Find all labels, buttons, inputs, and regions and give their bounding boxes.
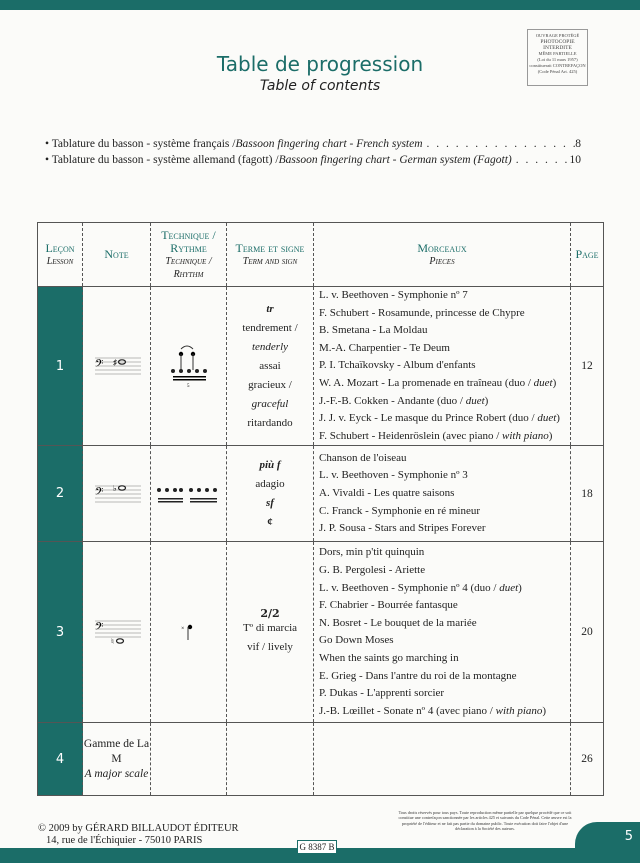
top-bar (0, 0, 640, 10)
page-number: 5 (575, 822, 640, 852)
svg-text:𝄢: 𝄢 (94, 620, 103, 636)
term: più f (259, 458, 281, 471)
staff-note-icon (91, 483, 143, 505)
piece-item: J.-F.-B. Cokken - Andante (duo / duet) (319, 394, 489, 407)
toc-item[interactable]: • Tablature du basson - système allemand (fagott) / Bassoon fingering chart - German system (Fagott) . . . 10 (45, 152, 581, 168)
page-ref[interactable]: 26 (571, 723, 604, 796)
page-title: Table de progression (216, 52, 424, 76)
rhythm-icon (156, 484, 222, 504)
table-header: Leçon Lesson Note Technique / Rythme Technique / Rhythm Terme et signe Term and sign Morceaux Pieces Page (38, 223, 604, 287)
table-row: 4 Gamme de La M A major scale 26 (38, 723, 604, 796)
piece-item: L. v. Beethoven - Symphonie nº 3 (319, 469, 468, 482)
svg-text:𝄢: 𝄢 (94, 484, 103, 500)
piece-item: F. Schubert - Rosamunde, princesse de Chypre (319, 306, 525, 319)
piece-item: When the saints go marching in (319, 651, 459, 664)
svg-text:×: × (180, 626, 184, 633)
table-row: 3 𝄢 ♮ × 2/2 Tº di marcia vif / lively Dors, min p'tit quinquin G. B. Pergolesi - Ariette L. v. Beethoven - Symphonie nº 4 (duo / duet) F. Chabrier - Bourrée fantasque N. Bosret - Le bouquet de la mariée Go Down Moses When the saints go marching in E. Grieg - Dans l'antre du roi de la montagne P. Dukas - L'apprenti sorcier J.-B. Lœillet - Sonate nº 4 (avec piano / with piano) 20 (38, 542, 604, 723)
term: tendrement / (242, 321, 298, 334)
term: graceful (251, 397, 289, 410)
copyright-stamp: OUVRAGE PROTÉGÉ PHOTOCOPIE INTERDITE MÊME PARTIELLE (Loi du 11 mars 1957) constituerait CONTREFAÇON (Code Pénal Art. 425) (527, 29, 588, 86)
piece-item: P. I. Tchaïkovsky - Album d'enfants (319, 359, 476, 372)
note-label-en: A major scale (84, 767, 149, 780)
piece-item: F. Chabrier - Bourrée fantasque (319, 599, 458, 612)
piece-item: Chanson de l'oiseau (319, 451, 407, 464)
page-ref[interactable]: 18 (571, 446, 604, 542)
toc-item[interactable]: • Tablature du basson - système français / Bassoon fingering chart - French system . . . 8 (45, 136, 581, 152)
svg-text:5: 5 (186, 384, 189, 390)
publisher-info: © 2009 by GÉRARD BILLAUDOT ÉDITEUR 14, rue de l'Échiquier - 75010 PARIS (38, 823, 239, 846)
page-ref[interactable]: 12 (571, 287, 604, 446)
piece-item: P. Dukas - L'apprenti sorcier (319, 687, 445, 700)
pieces-list (314, 287, 571, 446)
page-ref[interactable]: 20 (571, 542, 604, 723)
term: ritardando (247, 416, 293, 429)
piece-item: N. Bosret - Le bouquet de la mariée (319, 616, 477, 629)
piece-item: J. P. Sousa - Stars and Stripes Forever (319, 522, 486, 535)
piece-item: Dors, min p'tit quinquin (319, 546, 425, 559)
piece-item: E. Grieg - Dans l'antre du roi de la montagne (319, 669, 517, 682)
page-subtitle: Table of contents (259, 78, 381, 94)
term: Tº di marcia (242, 621, 298, 634)
piece-item: L. v. Beethoven - Symphonie nº 7 (319, 289, 468, 301)
term: assai (259, 359, 281, 372)
term: tenderly (251, 340, 289, 353)
term: vif / lively (247, 640, 293, 653)
pieces-list (314, 446, 571, 542)
piece-item: G. B. Pergolesi - Ariette (319, 563, 426, 576)
term: sf (266, 496, 274, 509)
note-label: Gamme de La M (83, 737, 150, 765)
toc-list (45, 136, 581, 168)
piece-item: M.-A. Charpentier - Te Deum (319, 341, 450, 354)
pieces-list (314, 542, 571, 723)
piece-item: F. Schubert - Heidenröslein (avec piano / with piano) (319, 429, 553, 442)
table-row: 1 𝄢 ♯ 5 tr tendrement / tenderly assai gracieux / graceful ritardando L. v. Beethoven - Symphonie nº 7 F. Schubert - Rosamunde, princesse de Chypre B. Smetana - La Moldau M.-A. Charpentier - Te Deum P. I. Tchaïkovsky - Album d'enfants W. A. Mozart - La promenade en traîneau (duo / duet) J.-F.-B. Cokken - Andante (duo / duet) J. J. v. Eyck - Le masque du Prince Robert (duo / duet) F. Schubert - Heidenröslein (avec piano / with piano) 12 (38, 287, 604, 446)
piece-item: W. A. Mozart - La promenade en traîneau (duo / duet) (319, 376, 557, 389)
svg-text:𝄢: 𝄢 (94, 357, 103, 373)
staff-note-icon (91, 618, 143, 646)
svg-text:♯: ♯ (112, 358, 117, 368)
piece-item: A. Vivaldi - Les quatre saisons (319, 487, 455, 500)
piece-item: B. Smetana - La Moldau (319, 324, 428, 337)
piece-item: J.-B. Lœillet - Sonate nº 4 (avec piano / with piano) (319, 704, 547, 717)
catalog-code: G 8387 B (297, 840, 337, 854)
rhythm-icon (169, 343, 209, 389)
piece-item: C. Franck - Symphonie en ré mineur (319, 504, 480, 517)
svg-text:♭: ♭ (112, 483, 117, 493)
progression-table (37, 222, 604, 796)
piece-item: L. v. Beethoven - Symphonie nº 4 (duo / duet) (319, 581, 522, 594)
table-row: 2 𝄢 ♭ più f adagio sf ¢ Chanson de l'oiseau L. v. Beethoven - Symphonie nº 3 A. Vivaldi - Les quatre saisons C. Franck - Symphonie en ré mineur J. P. Sousa - Stars and Stripes Forever 18 (38, 446, 604, 542)
staff-note-icon (91, 355, 143, 377)
term: gracieux / (248, 378, 292, 391)
legal-notice: Tous droits réservés pour tous pays. Toute reproduction même partielle par quelque procédé que ce soit constitue une contrefaçon sanctionnée par les articles 425 et suivants du Code Pénal. Cette œuvre est la propriété de l'éditeur et ne fait pas partie du domaine public. Toute exécution doit faire l'objet d'une déclaration à la Société des auteurs. (398, 810, 572, 832)
term: tr (266, 302, 274, 315)
piece-item: J. J. v. Eyck - Le masque du Prince Robert (duo / duet) (319, 412, 560, 425)
piece-item: Go Down Moses (319, 634, 394, 647)
time-signature: 2/2 (260, 606, 280, 620)
rhythm-icon (179, 622, 199, 642)
svg-text:♮: ♮ (110, 637, 114, 647)
term: adagio (255, 477, 285, 490)
term: ¢ (267, 515, 273, 528)
